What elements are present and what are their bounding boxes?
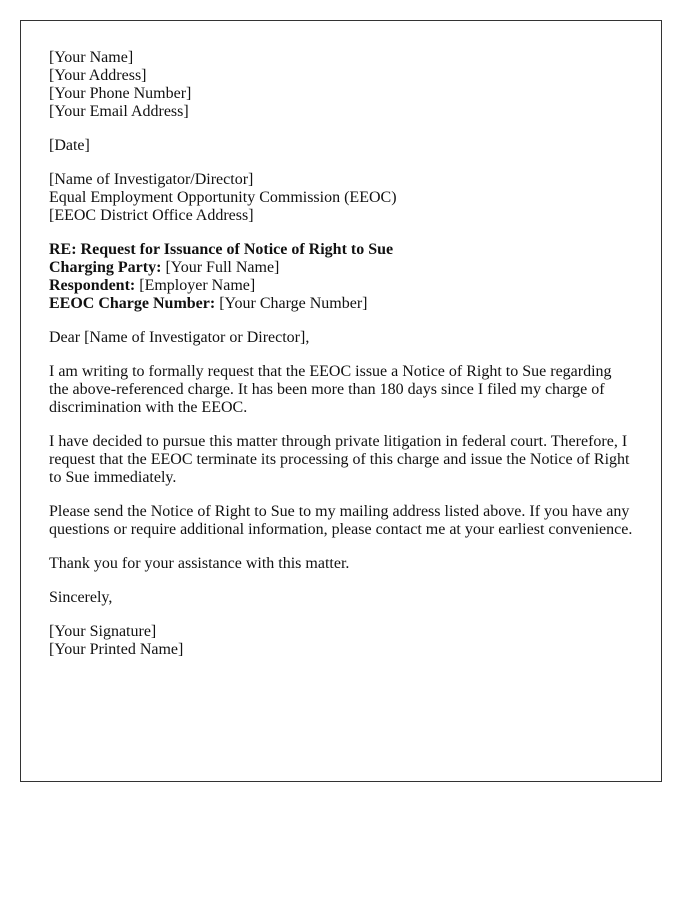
charge-number-label: EEOC Charge Number: <box>49 295 216 312</box>
charging-party-value: [Your Full Name] <box>161 259 280 276</box>
charging-party-label: Charging Party: <box>49 259 162 276</box>
recipient-name: [Name of Investigator/Director] <box>49 171 254 188</box>
letter <box>20 20 662 782</box>
sender-block <box>49 49 634 121</box>
body-paragraph: Please send the Notice of Right to Sue to my mailing address listed above. If you have any questions or require additional information, please contact me at your earliest convenience. <box>49 503 633 538</box>
sender-phone: [Your Phone Number] <box>49 85 192 102</box>
subject-line: RE: Request for Issuance of Notice of Right to Sue <box>49 241 394 258</box>
sender-name: [Your Name] <box>49 49 134 66</box>
closing: Sincerely, <box>49 589 113 606</box>
respondent-label: Respondent: <box>49 277 136 294</box>
body-paragraph: I have decided to pursue this matter through private litigation in federal court. Therefore, I request that the EEOC terminate its processing of this charge and issue the Notice of Right to Sue immediately. <box>49 433 630 486</box>
salutation: Dear [Name of Investigator or Director], <box>49 329 310 346</box>
signature: [Your Signature] <box>49 623 157 640</box>
sender-email: [Your Email Address] <box>49 103 189 120</box>
subject-block <box>49 241 634 313</box>
recipient-organization: Equal Employment Opportunity Commission (EEOC) <box>49 189 397 206</box>
recipient-block <box>49 171 634 225</box>
sender-address: [Your Address] <box>49 67 147 84</box>
body-paragraph: I am writing to formally request that the EEOC issue a Notice of Right to Sue regarding the above-referenced charge. It has been more than 180 days since I filed my charge of discrimination with the EEOC. <box>49 363 612 416</box>
recipient-address: [EEOC District Office Address] <box>49 207 254 224</box>
date: [Date] <box>49 137 90 154</box>
signature-block <box>49 623 634 659</box>
body-paragraph: Thank you for your assistance with this matter. <box>49 555 350 572</box>
respondent-value: [Employer Name] <box>135 277 256 294</box>
printed-name: [Your Printed Name] <box>49 641 184 658</box>
charge-number-value: [Your Charge Number] <box>215 295 368 312</box>
